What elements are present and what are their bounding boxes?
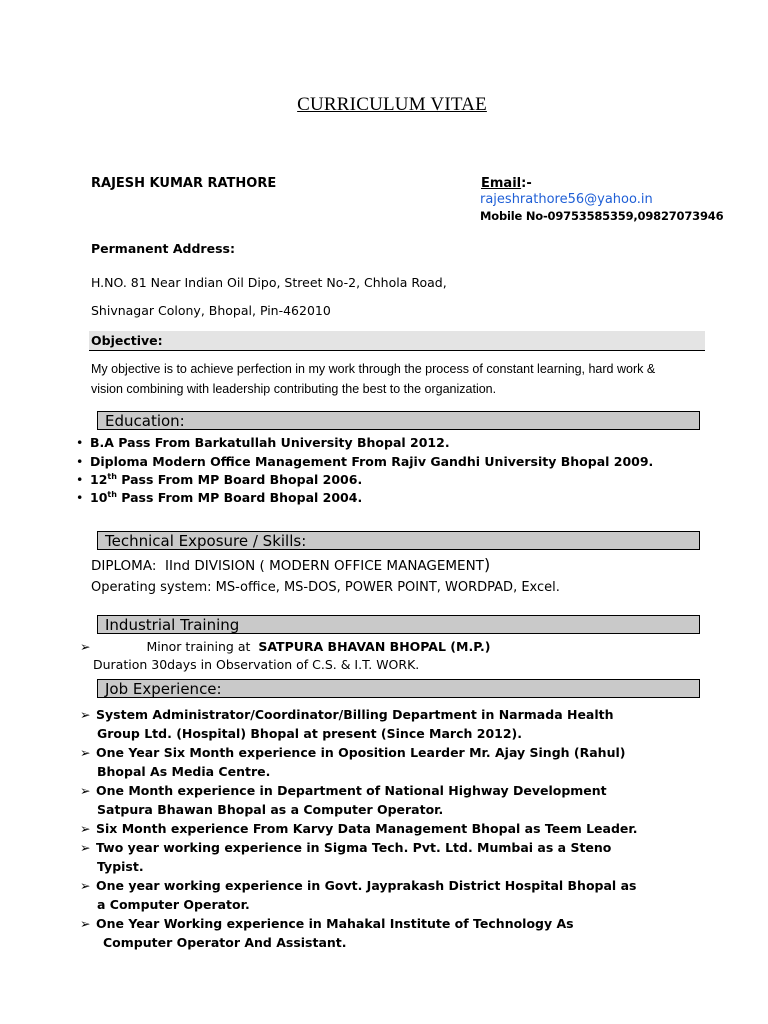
education-item [76,454,653,469]
education-item-sup: th [107,489,117,499]
training-line-2: Duration 30days in Observation of C.S. & I.T. WORK. [93,657,420,672]
arrow-bullet-icon: ➢ [80,707,91,722]
education-item-sup: th [107,471,117,481]
job-line: System Administrator/Coordinator/Billing Department in Narmada Health [96,707,614,722]
job-item [80,838,611,876]
education-item-text: 10 [90,490,108,505]
arrow-bullet-icon: ➢ [80,916,91,931]
document-title: CURRICULUM VITAE [297,94,487,115]
address-line-1: H.NO. 81 Near Indian Oil Dipo, Street No-2, Chhola Road, [91,275,447,290]
diploma-line [91,555,490,574]
bullet-icon: • [76,454,84,469]
education-item-text: B.A Pass From Barkatullah University Bhopal 2012. [90,435,450,450]
job-item [80,705,614,743]
training-heading: Industrial Training [105,616,240,634]
email-label-suffix: :- [521,176,532,191]
education-heading-bar [97,411,700,430]
job-line: Satpura Bhawan Bhopal as a Computer Operator. [97,802,444,817]
arrow-bullet-icon: ➢ [80,745,91,760]
mobile-numbers: Mobile No-09753585359,09827073946 [480,209,724,223]
job-line: Six Month experience From Karvy Data Management Bhopal as Teem Leader. [96,821,638,836]
job-line: Group Ltd. (Hospital) Bhopal at present (Since March 2012). [97,726,523,741]
training-location: SATPURA BHAVAN BHOPAL (M.P.) [258,639,491,654]
objective-text [91,359,711,399]
job-line: Computer Operator And Assistant. [103,935,347,950]
email-label [481,176,532,191]
job-line: Typist. [97,859,144,874]
job-line: One Year Six Month experience in Oposition Learder Mr. Ajay Singh (Rahul) [96,745,626,760]
job-item [80,743,625,781]
email-address[interactable]: rajeshrathore56@yahoo.in [480,192,653,207]
education-item-text: 12 [90,472,108,487]
arrow-bullet-icon: ➢ [80,821,91,836]
operating-system-line: Operating system: MS-office, MS-DOS, POWER POINT, WORDPAD, Excel. [91,580,560,595]
permanent-address-label: Permanent Address: [91,241,235,256]
candidate-name: RAJESH KUMAR RATHORE [91,176,277,191]
education-item-text: Pass From MP Board Bhopal 2004. [116,490,363,505]
job-line: One Month experience in Department of National Highway Development [96,783,607,798]
education-heading: Education: [105,412,185,430]
email-label-text: Email [481,176,522,191]
job-line: a Computer Operator. [97,897,250,912]
arrow-bullet-icon: ➢ [80,878,91,893]
bullet-icon: • [76,472,84,487]
jobs-heading-bar [97,679,700,698]
job-line: Bhopal As Media Centre. [97,764,271,779]
job-line: One Year Working experience in Mahakal Institute of Technology As [96,916,574,931]
diploma-label: DIPLOMA: [91,558,157,574]
skills-heading-bar [97,531,700,550]
jobs-heading: Job Experience: [105,680,222,698]
job-item [80,914,574,952]
education-item [76,435,450,450]
job-line: One year working experience in Govt. Jayprakash District Hospital Bhopal as [96,878,637,893]
objective-line-2: vision combining with leadership contributing the best to the organization. [91,382,497,396]
job-item [80,819,638,838]
education-item-text: Diploma Modern Office Management From Rajiv Gandhi University Bhopal 2009. [90,454,654,469]
education-item [76,490,362,505]
arrow-bullet-icon: ➢ [80,783,91,798]
arrow-bullet-icon: ➢ [80,840,91,855]
job-line: Two year working experience in Sigma Tech. Pvt. Ltd. Mumbai as a Steno [96,840,612,855]
arrow-bullet-icon: ➢ [80,639,91,654]
skills-heading: Technical Exposure / Skills: [105,532,307,550]
diploma-value: IInd DIVISION ( MODERN OFFICE MANAGEMENT [164,558,484,574]
objective-label: Objective: [91,333,163,348]
training-line-1 [80,639,491,654]
objective-line-1: My objective is to achieve perfection in my work through the process of constant learning, hard work & [91,362,656,376]
training-prefix: Minor training at [146,639,251,654]
address-line-2: Shivnagar Colony, Bhopal, Pin-462010 [91,303,331,318]
training-heading-bar [97,615,700,634]
objective-heading-bar [89,331,705,351]
bullet-icon: • [76,435,84,450]
diploma-close: ) [483,555,491,574]
education-item [76,472,362,487]
job-item [80,781,607,819]
job-item [80,876,636,914]
bullet-icon: • [76,490,84,505]
education-item-text: Pass From MP Board Bhopal 2006. [116,472,363,487]
